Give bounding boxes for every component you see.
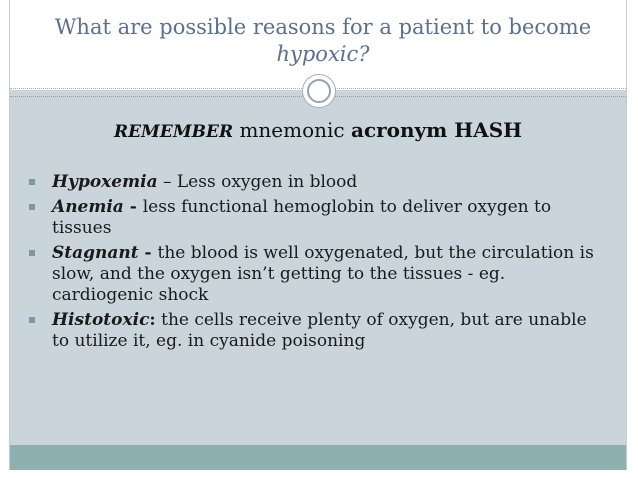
separator: -	[138, 243, 158, 263]
remember-word: REMEMBER	[113, 122, 234, 142]
description: Less oxygen in blood	[176, 172, 358, 192]
slide	[9, 0, 627, 470]
term-histotoxic: Histotoxic	[52, 310, 150, 330]
description: less functional hemoglobin to deliver oxygen to tissues	[52, 197, 552, 238]
remember-heading	[10, 118, 626, 142]
title-line-1: What are possible reasons for a patient to become	[54, 15, 592, 39]
term-stagnant: Stagnant	[52, 243, 139, 263]
square-bullet-icon	[29, 317, 35, 323]
list-item	[24, 172, 608, 193]
list-item	[24, 310, 608, 352]
slide-title	[40, 14, 606, 68]
description: the cells receive plenty of oxygen, but are unable to utilize it, eg. in cyanide poisoning	[52, 310, 587, 351]
square-bullet-icon	[29, 179, 35, 185]
circle-ornament-inner	[307, 79, 331, 103]
circle-ornament-icon	[302, 74, 336, 108]
square-bullet-icon	[29, 204, 35, 210]
separator: –	[157, 172, 177, 192]
term-anemia: Anemia	[52, 197, 124, 217]
acronym-text: acronym HASH	[350, 118, 523, 142]
list-item	[24, 243, 608, 306]
separator: :	[149, 310, 156, 330]
bullet-list	[24, 172, 608, 356]
term-hypoxemia: Hypoxemia	[52, 172, 158, 192]
description: the blood is well oxygenated, but the circulation is slow, and the oxygen isn’t getting to the tissues - eg. cardiogenic shock	[52, 243, 594, 305]
footer-bar	[10, 445, 626, 470]
title-line-2: hypoxic?	[276, 42, 370, 66]
mnemonic-word: mnemonic	[239, 118, 345, 142]
list-item	[24, 197, 608, 239]
separator: -	[123, 197, 143, 217]
square-bullet-icon	[29, 250, 35, 256]
